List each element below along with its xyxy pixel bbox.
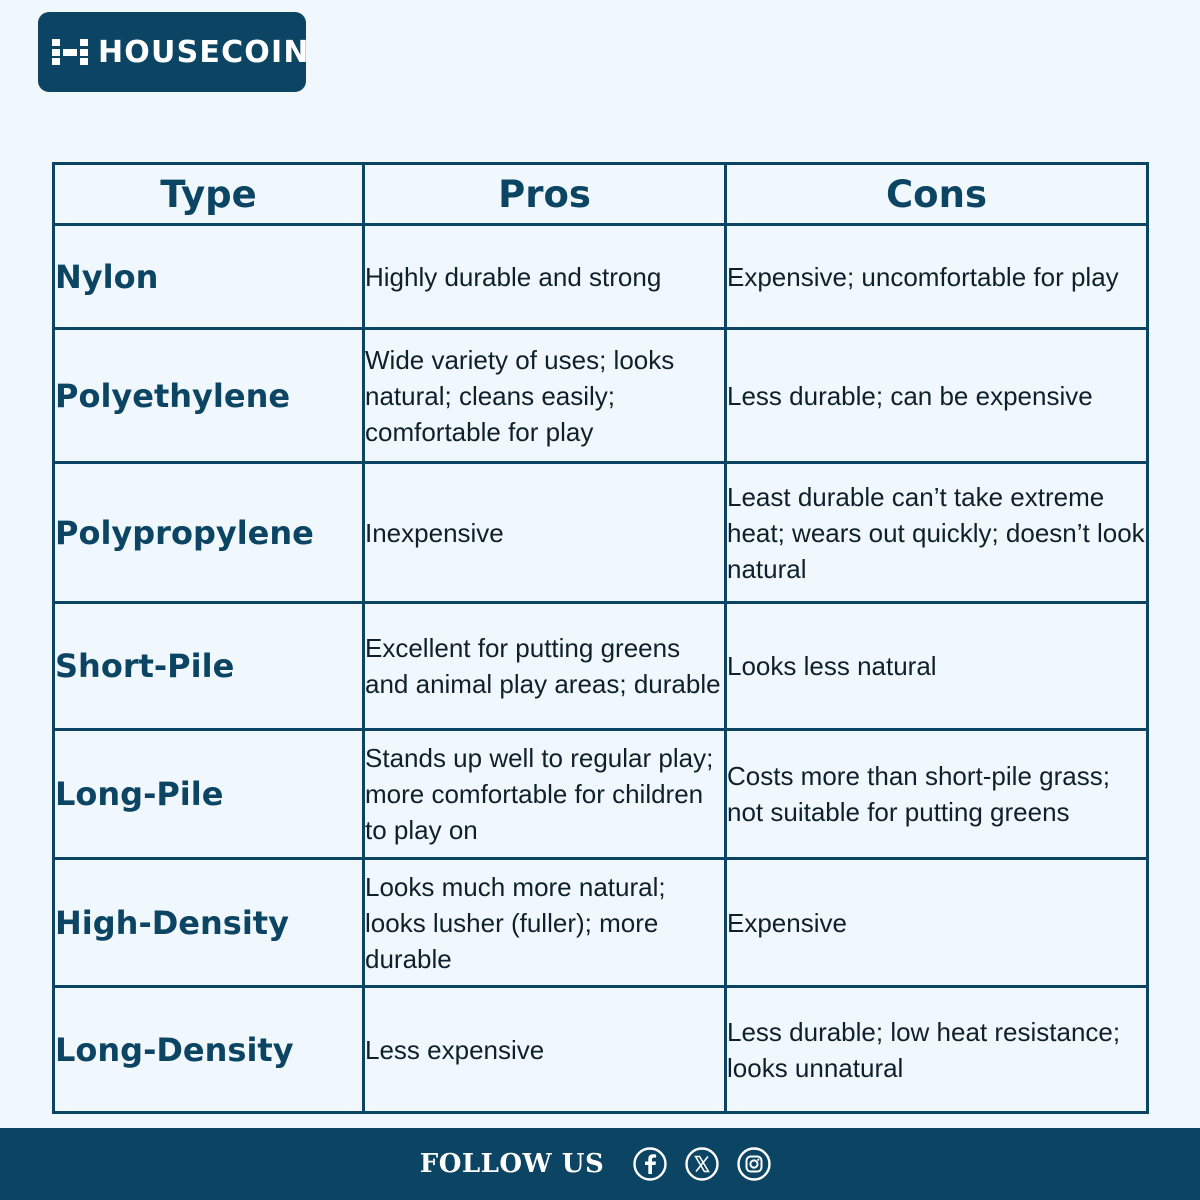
cons-cell: Looks less natural bbox=[726, 603, 1148, 730]
cons-cell: Less durable; low heat resistance; looks unnatural bbox=[726, 987, 1148, 1113]
x-icon[interactable] bbox=[685, 1147, 719, 1181]
instagram-icon[interactable] bbox=[737, 1147, 771, 1181]
table-row bbox=[54, 225, 1148, 329]
cons-cell: Least durable can’t take extreme heat; wears out quickly; doesn’t look natural bbox=[726, 463, 1148, 603]
table-row bbox=[54, 987, 1148, 1113]
turf-comparison-table bbox=[52, 162, 1149, 1114]
table-row bbox=[54, 329, 1148, 463]
cons-cell: Less durable; can be expensive bbox=[726, 329, 1148, 463]
pros-cell: Less expensive bbox=[364, 987, 726, 1113]
housecoin-logo-icon bbox=[52, 39, 88, 65]
pros-cell: Wide variety of uses; looks natural; cleans easily; comfortable for play bbox=[364, 329, 726, 463]
cons-cell: Costs more than short-pile grass; not suitable for putting greens bbox=[726, 730, 1148, 859]
type-cell: Polypropylene bbox=[54, 463, 364, 603]
footer-bar bbox=[0, 1128, 1200, 1200]
pros-cell: Highly durable and strong bbox=[364, 225, 726, 329]
pros-cell: Excellent for putting greens and animal play areas; durable bbox=[364, 603, 726, 730]
column-header-type: Type bbox=[54, 164, 364, 225]
column-header-cons: Cons bbox=[726, 164, 1148, 225]
pros-cell: Stands up well to regular play; more comfortable for children to play on bbox=[364, 730, 726, 859]
type-cell: Long-Pile bbox=[54, 730, 364, 859]
cons-cell: Expensive bbox=[726, 859, 1148, 987]
table-row bbox=[54, 463, 1148, 603]
type-cell: Nylon bbox=[54, 225, 364, 329]
facebook-icon[interactable] bbox=[633, 1147, 667, 1181]
table-header-row bbox=[54, 164, 1148, 225]
brand-logo[interactable] bbox=[38, 12, 310, 92]
type-cell: Polyethylene bbox=[54, 329, 364, 463]
column-header-pros: Pros bbox=[364, 164, 726, 225]
type-cell: Long-Density bbox=[54, 987, 364, 1113]
table-row bbox=[54, 603, 1148, 730]
cons-cell: Expensive; uncomfortable for play bbox=[726, 225, 1148, 329]
pros-cell: Inexpensive bbox=[364, 463, 726, 603]
type-cell: High-Density bbox=[54, 859, 364, 987]
follow-us-label: FOLLOW US bbox=[419, 1149, 605, 1179]
table-row bbox=[54, 730, 1148, 859]
brand-name: HOUSECOIN bbox=[98, 34, 310, 70]
type-cell: Short-Pile bbox=[54, 603, 364, 730]
pros-cell: Looks much more natural; looks lusher (fuller); more durable bbox=[364, 859, 726, 987]
table-row bbox=[54, 859, 1148, 987]
